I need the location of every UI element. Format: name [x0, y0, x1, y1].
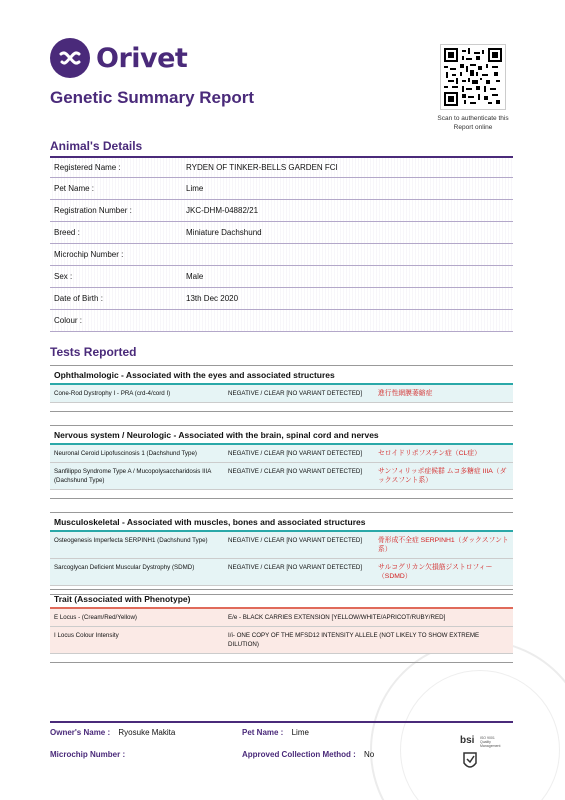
detail-value: 13th Dec 2020 [186, 294, 239, 303]
footer-divider [50, 721, 513, 723]
test-result: NEGATIVE / CLEAR [NO VARIANT DETECTED] [228, 537, 363, 544]
detail-row [50, 222, 513, 244]
detail-row [50, 178, 513, 200]
microchip-label: Microchip Number : [50, 750, 126, 759]
test-row [50, 532, 513, 559]
qr-caption: Scan to authenticate this Report online [437, 115, 509, 131]
detail-label: Registration Number : [54, 206, 132, 215]
qr-code[interactable] [440, 44, 506, 110]
test-name: Sarcoglycan Deficient Muscular Dystrophy (SDMD) [54, 564, 195, 571]
animal-details-title: Animal's Details [50, 139, 143, 153]
test-group-ophthalmologic [50, 365, 513, 412]
detail-row [50, 156, 513, 178]
footer-pet-name [242, 728, 309, 737]
test-row [50, 385, 513, 403]
test-name: Neuronal Ceroid Lipofuscinosis 1 (Dachshund Type) [54, 450, 197, 457]
detail-label: Colour : [54, 316, 83, 325]
orivet-logo [50, 38, 187, 78]
test-group-musculoskeletal [50, 512, 513, 595]
trait-row [50, 627, 513, 654]
collection-method-label: Approved Collection Method : [242, 750, 356, 759]
test-row [50, 463, 513, 490]
owner-value: Ryosuke Makita [118, 728, 176, 737]
test-name-japanese: セロイドリポフスチン症（CL症） [378, 450, 481, 457]
detail-row [50, 266, 513, 288]
tests-reported-title: Tests Reported [50, 345, 137, 359]
svg-text:Management: Management [480, 744, 501, 748]
footer-collection-method [242, 750, 374, 759]
detail-row [50, 288, 513, 310]
page-title: Genetic Summary Report [50, 88, 255, 107]
owner-label: Owner's Name : [50, 728, 111, 737]
detail-value: JKC-DHM-04882/21 [186, 206, 259, 215]
detail-label: Pet Name : [54, 184, 95, 193]
brand-name: Orivet [96, 42, 188, 74]
bsi-certification-logo [458, 733, 508, 773]
test-result: NEGATIVE / CLEAR [NO VARIANT DETECTED] [228, 450, 363, 457]
detail-label: Microchip Number : [54, 250, 124, 259]
trait-name: E Locus - (Cream/Red/Yellow) [54, 614, 137, 621]
test-name: Osteogenesis Imperfecta SERPINH1 (Dachshund Type) [54, 537, 208, 544]
detail-row [50, 244, 513, 266]
test-name-japanese: サルコグリカン欠損筋ジストロフィー（SDMD） [378, 564, 493, 580]
detail-label: Sex : [54, 272, 73, 281]
test-name-japanese: 進行性網膜萎縮症 [378, 390, 433, 397]
pet-name-value: Lime [291, 728, 309, 737]
trait-group-title: Trait (Associated with Phenotype) [50, 589, 513, 609]
test-row [50, 559, 513, 586]
test-result: NEGATIVE / CLEAR [NO VARIANT DETECTED] [228, 390, 363, 397]
trait-name: I Locus Colour Intensity [54, 632, 119, 639]
test-name-japanese: 骨形成不全症 SERPINH1（ダックスフント系） [378, 537, 509, 553]
orivet-logo-icon [50, 38, 90, 78]
test-group-end [50, 411, 513, 412]
test-result: NEGATIVE / CLEAR [NO VARIANT DETECTED] [228, 468, 363, 475]
collection-method-value: No [364, 750, 375, 759]
test-name: Cone-Rod Dystrophy I - PRA (crd-4/cord I) [54, 390, 171, 397]
test-row [50, 445, 513, 463]
svg-text:ISO 9001: ISO 9001 [480, 736, 495, 740]
detail-value: Lime [186, 184, 204, 193]
detail-value: Male [186, 272, 204, 281]
detail-label: Date of Birth : [54, 294, 103, 303]
pet-name-label: Pet Name : [242, 728, 284, 737]
detail-row [50, 310, 513, 332]
detail-label: Breed : [54, 228, 80, 237]
detail-row [50, 200, 513, 222]
trait-result: I/i- ONE COPY OF THE MFSD12 INTENSITY ALLELE (NOT LIKELY TO SHOW EXTREME DILUTION) [228, 632, 480, 648]
test-result: NEGATIVE / CLEAR [NO VARIANT DETECTED] [228, 564, 363, 571]
detail-value: RYDEN OF TINKER-BELLS GARDEN FCI [186, 163, 338, 172]
test-group-title: Musculoskeletal - Associated with muscles, bones and associated structures [50, 512, 513, 532]
detail-value: Miniature Dachshund [186, 228, 262, 237]
test-group-title: Ophthalmologic - Associated with the eyes and associated structures [50, 365, 513, 385]
footer-owner [50, 728, 175, 737]
trait-group [50, 589, 513, 663]
svg-text:Quality: Quality [480, 740, 491, 744]
trait-row [50, 609, 513, 627]
trait-result: E/e - BLACK CARRIES EXTENSION [YELLOW/WHITE/APRICOT/RUBY/RED] [228, 614, 446, 621]
detail-label: Registered Name : [54, 163, 121, 172]
svg-text:bsi: bsi [460, 735, 475, 746]
test-name: Sanfilippo Syndrome Type A / Mucopolysaccharidosis IIIA (Dachshund Type) [54, 468, 212, 484]
test-group-title: Nervous system / Neurologic - Associated with the brain, spinal cord and nerves [50, 425, 513, 445]
test-group-neurologic [50, 425, 513, 499]
test-name-japanese: サンフィリッポ症候群 ムコ多糖症 IIIA（ダックスフント系） [378, 468, 507, 484]
footer-microchip [50, 750, 131, 759]
animal-details-table [50, 156, 513, 332]
test-group-end [50, 498, 513, 499]
trait-group-end [50, 662, 513, 663]
